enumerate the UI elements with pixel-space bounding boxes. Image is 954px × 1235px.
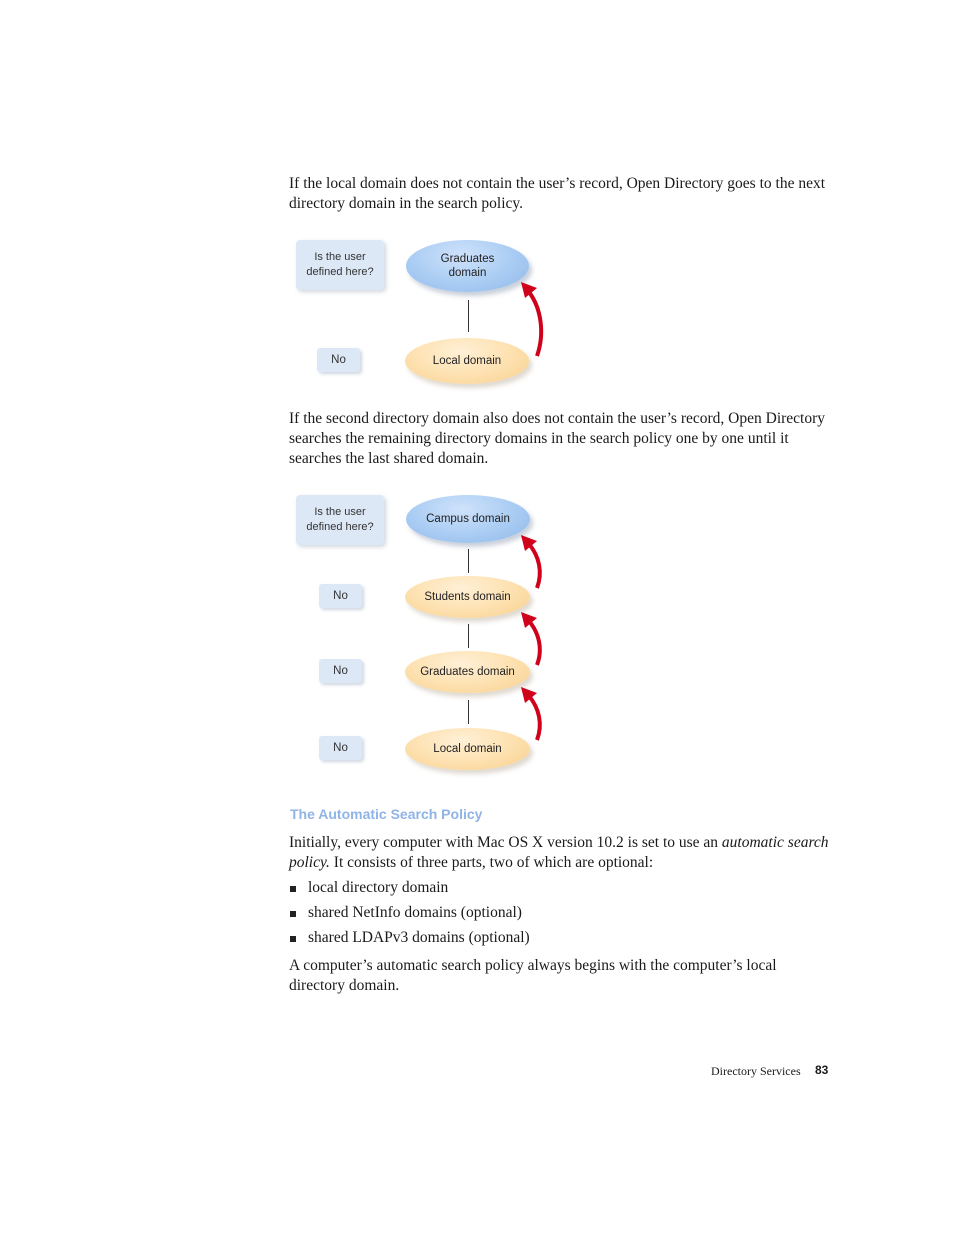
question-label: Is the user defined here? — [306, 506, 374, 533]
footer-section-title: Directory Services — [711, 1064, 801, 1078]
closing-paragraph: A computer’s automatic search policy always begins with the computer’s local directory domain. — [289, 957, 777, 994]
emphasis-term: automatic search policy. — [289, 834, 829, 871]
connector-line — [468, 300, 469, 332]
domain-label: Students domain — [424, 591, 511, 603]
connector-line — [468, 549, 469, 573]
campus-domain-oval — [406, 495, 530, 543]
bullet-square-icon — [290, 936, 296, 942]
no-box — [319, 584, 362, 608]
question-box — [296, 495, 384, 545]
graduates-domain-oval — [405, 651, 530, 693]
bullet-square-icon — [290, 911, 296, 917]
domain-label: Campus domain — [426, 513, 510, 525]
up-arrow-icon — [515, 609, 555, 669]
text-run: It consists of three parts, two of which are optional: — [329, 854, 654, 871]
section-heading: The Automatic Search Policy — [290, 806, 483, 822]
page-number: 83 — [815, 1063, 829, 1077]
connector-line — [468, 624, 469, 648]
list-item — [289, 928, 530, 953]
no-label: No — [333, 590, 348, 602]
bullet-list — [289, 878, 530, 953]
list-item-text: local directory domain — [308, 879, 449, 896]
no-box — [317, 348, 360, 372]
local-domain-oval — [405, 728, 530, 770]
domain-label: Graduates domain — [420, 666, 515, 678]
list-item — [289, 903, 530, 928]
students-domain-oval — [405, 576, 530, 618]
domain-label: Local domain — [433, 743, 502, 755]
up-arrow-icon — [515, 684, 555, 744]
local-domain-oval — [405, 338, 529, 384]
up-arrow-icon — [515, 532, 555, 592]
connector-line — [468, 700, 469, 724]
bullet-square-icon — [290, 886, 296, 892]
up-arrow-icon — [515, 278, 555, 360]
no-label: No — [333, 742, 348, 754]
no-label: No — [331, 354, 346, 366]
domain-label: Local domain — [432, 355, 502, 367]
domain-label: Graduates domain — [440, 253, 495, 279]
list-item-text: shared NetInfo domains (optional) — [308, 904, 522, 921]
intro-paragraph: If the local domain does not contain the user’s record, Open Directory goes to the next directory domain in the search policy. — [289, 175, 826, 212]
no-box — [319, 736, 362, 760]
list-item — [289, 878, 530, 903]
graduates-domain-oval — [406, 240, 529, 292]
policy-paragraph — [289, 833, 834, 873]
list-item-text: shared LDAPv3 domains (optional) — [308, 929, 530, 946]
question-box — [296, 240, 384, 290]
second-paragraph: If the second directory domain also does not contain the user’s record, Open Directory searches the remaining directory domains in the search policy one by one until it searches the last shared domain. — [289, 410, 826, 467]
question-label: Is the user defined here? — [306, 251, 374, 278]
no-label: No — [333, 665, 348, 677]
no-box — [319, 659, 362, 683]
text-run: Initially, every computer with Mac OS X version 10.2 is set to use an — [289, 834, 722, 851]
